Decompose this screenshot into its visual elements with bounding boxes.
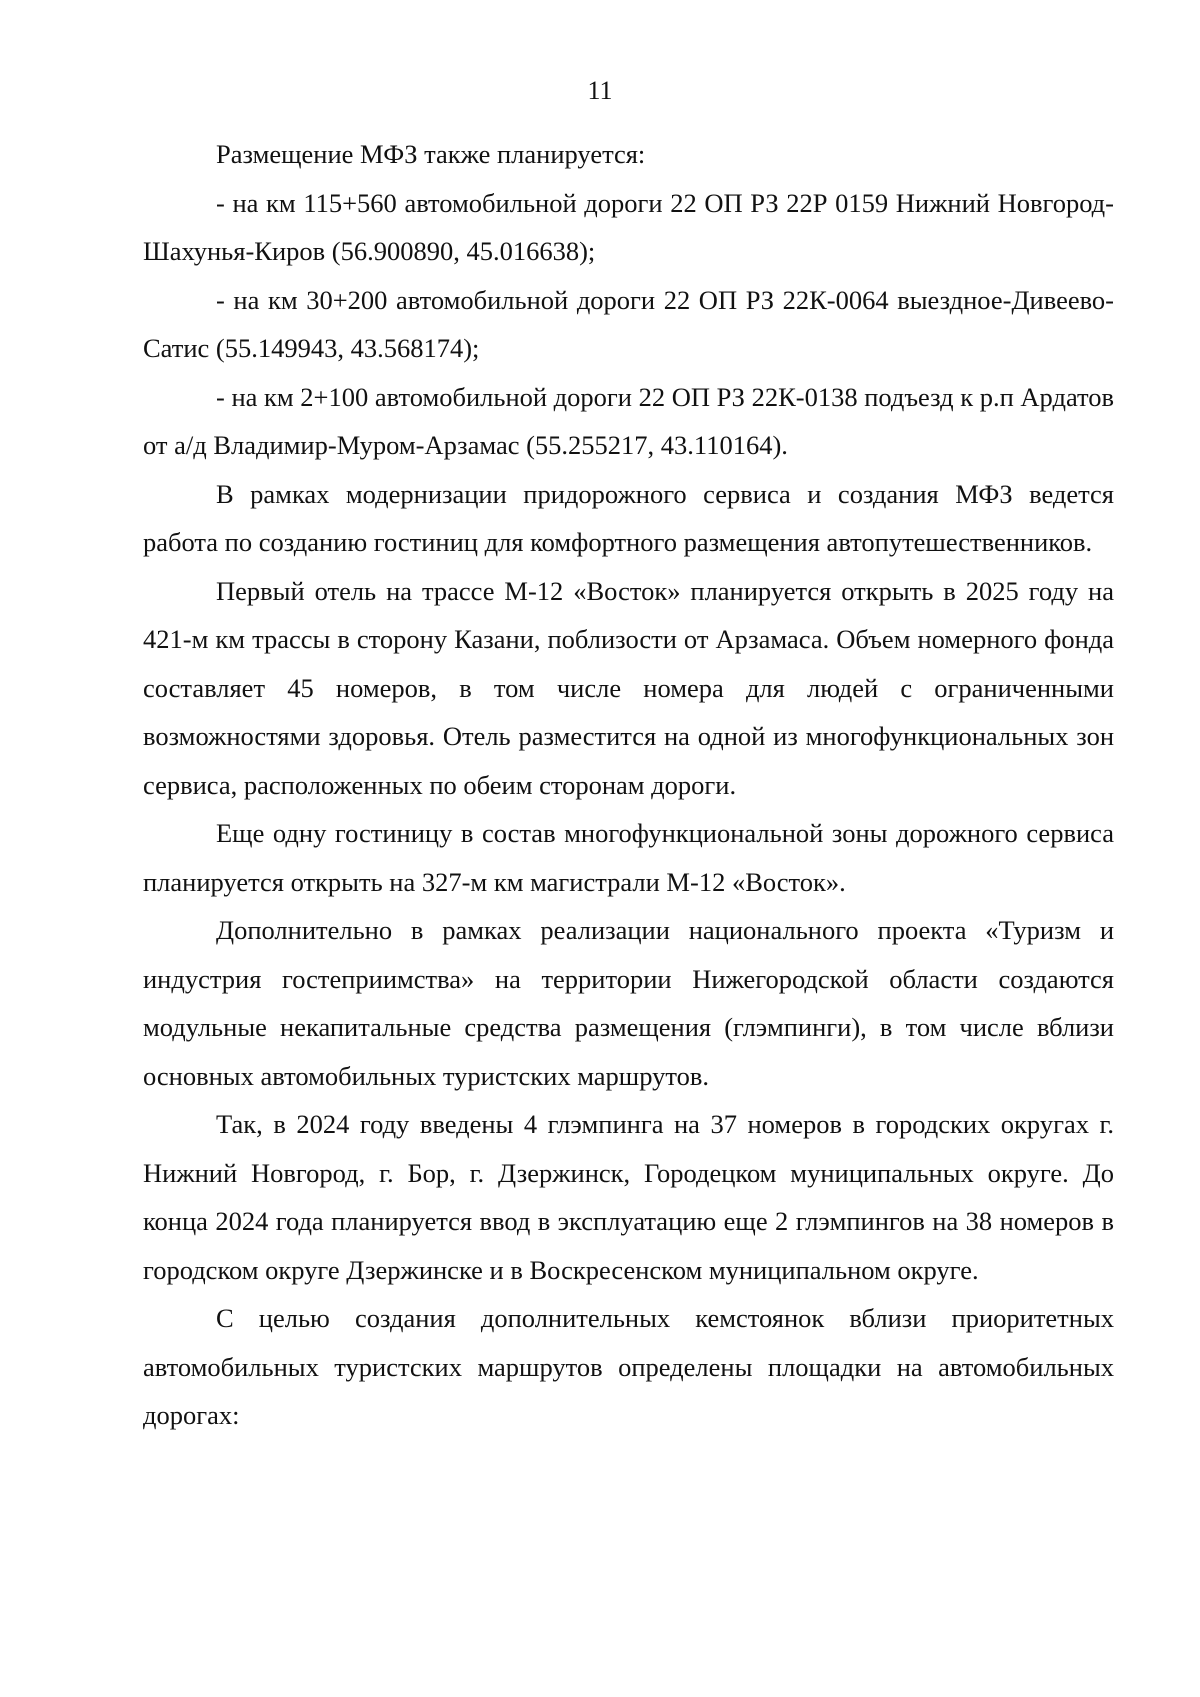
paragraph-glamping-project: Дополнительно в рамках реализации национального проекта «Туризм и индустрия гостеприимства» на территории Нижегородской области создаются модульные некапитальные средства размещения (глэмпинги), в том числе вблизи основных автомобильных туристских маршрутов. bbox=[143, 915, 1114, 1091]
document-body bbox=[143, 130, 1114, 1440]
paragraph-hotels-intro: В рамках модернизации придорожного сервиса и создания МФЗ ведется работа по созданию гостиниц для комфортного размещения автопутешественников. bbox=[143, 478, 1114, 557]
paragraph-mfz-intro: Размещение МФЗ также планируется: bbox=[216, 139, 646, 169]
paragraph-glamping-2024: Так, в 2024 году введены 4 глэмпинга на 37 номеров в городских округах г. Нижний Новгород, г. Бор, г. Дзержинск, Городецком муниципальных округе. До конца 2024 года планируется ввод в эксплуатацию еще 2 глэмпингов на 38 номеров в городском округе Дзержинске и в Воскресенском муниципальном округе. bbox=[143, 1109, 1114, 1285]
paragraph-mfz-item-3: - на км 2+100 автомобильной дороги 22 ОП РЗ 22К-0138 подъезд к р.п Ардатов от а/д Владимир-Муром-Арзамас (55.255217, 43.110164). bbox=[143, 381, 1115, 460]
paragraph-mfz-item-2: - на км 30+200 автомобильной дороги 22 ОП РЗ 22К-0064 выездное-Дивеево-Сатис (55.149943, 43.568174); bbox=[143, 284, 1114, 363]
paragraph-first-hotel: Первый отель на трассе М-12 «Восток» планируется открыть в 2025 году на 421-м км трассы в сторону Казани, поблизости от Арзамаса. Объем номерного фонда составляет 45 номеров, в том числе номера для людей с ограниченными возможностями здоровья. Отель разместится на одной из многофункциональных зон сервиса, расположенных по обеим сторонам дороги. bbox=[143, 575, 1114, 800]
paragraph-campsites: С целью создания дополнительных кемстоянок вблизи приоритетных автомобильных туристских маршрутов определены площадки на автомобильных дорогах: bbox=[143, 1303, 1114, 1430]
page-number: 11 bbox=[587, 76, 613, 105]
paragraph-second-hotel: Еще одну гостиницу в состав многофункциональной зоны дорожного сервиса планируется открыть на 327-м км магистрали М-12 «Восток». bbox=[143, 818, 1114, 897]
paragraph-mfz-item-1: - на км 115+560 автомобильной дороги 22 ОП РЗ 22Р 0159 Нижний Новгород-Шахунья-Киров (56.900890, 45.016638); bbox=[143, 187, 1114, 266]
